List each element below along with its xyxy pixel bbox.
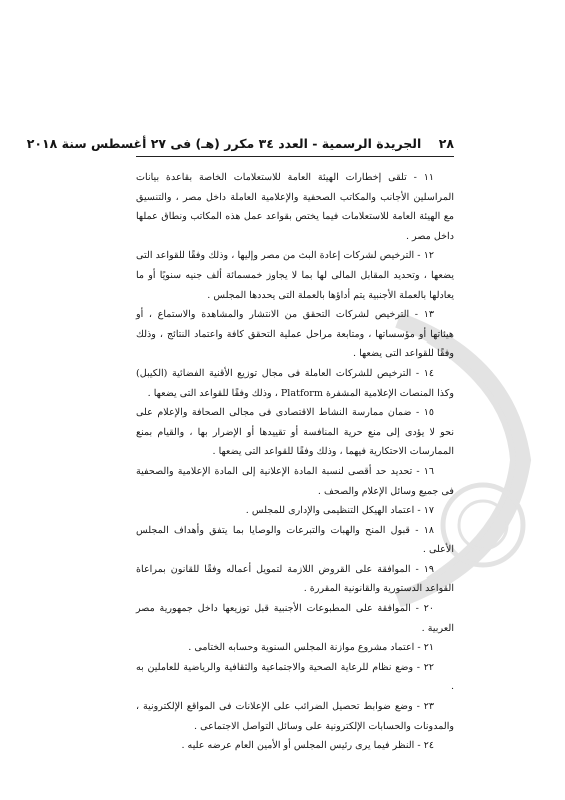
- clause-24: ٢٤ - النظر فيما يرى رئيس المجلس أو الأمين العام عرضه عليه .: [181, 740, 434, 752]
- clause-23: ٢٣ - وضع ضوابط تحصيل الضرائب على الإعلانات فى المواقع الإلكترونية ، والمدونات والحسابات الإلكترونية على وسائل التواصل الاجتماعى .: [136, 701, 454, 732]
- header-rule: [136, 156, 454, 157]
- running-title: الجريدة الرسمية - العدد ٣٤ مكرر (هـ) فى ٢٧ أغسطس سنة ٢٠١٨: [26, 136, 422, 151]
- clause-21: ٢١ - اعتماد مشروع موازنة المجلس السنوية وحسابه الختامى .: [188, 642, 434, 654]
- clause-20: ٢٠ - الموافقة على المطبوعات الأجنبية قبل توزيعها داخل جمهورية مصر العربية .: [136, 603, 454, 634]
- clause-12: ١٢ - الترخيص لشركات إعادة البث من مصر وإليها ، وذلك وفقًا للقواعد التى يضعها ، وتحديد المقابل المالى لها بما لا يجاوز خمسمائة ألف جنيه سنويًا أو ما يعادلها بالعملة الأجنبية يتم أداؤها بالعملة التى يحددها المجلس .: [136, 250, 454, 301]
- clause-14: ١٤ - الترخيص للشركات العاملة فى مجال توزيع الأقنية الفضائية (الكيبل) وكذا المنصات الإعلامية المشفرة Platform ، وذلك وفقًا للقواعد التى يضعها .: [136, 367, 454, 399]
- clause-11: ١١ - تلقى إخطارات الهيئة العامة للاستعلامات الخاصة بقاعدة بيانات المراسلين الأجانب والمكاتب الصحفية والإعلامية العاملة داخل مصر ، والتنسيق مع الهيئة العامة للاستعلامات فيما يختص بقواعد عمل هذه المكاتب ونطاق عملها داخل مصر .: [136, 172, 454, 242]
- clause-15: ١٥ - ضمان ممارسة النشاط الاقتصادى فى مجالى الصحافة والإعلام على نحو لا يؤدى إلى منع حرية المنافسة أو تقييدها أو الإضرار بها ، والقيام بمنع الممارسات الاحتكارية فيهما ، وذلك وفقًا للقواعد التى يضعها .: [136, 407, 454, 458]
- clause-16: ١٦ - تحديد حد أقصى لنسبة المادة الإعلانية إلى المادة الإعلامية والصحفية فى جميع وسائل الإعلام والصحف .: [136, 465, 454, 497]
- clause-19: ١٩ - الموافقة على القروض اللازمة لتمويل أعماله وفقًا للقانون بمراعاة القواعد الدستورية والقانونية المقررة .: [136, 563, 454, 595]
- body-text: [136, 168, 454, 756]
- clause-17: ١٧ - اعتماد الهيكل التنظيمى والإدارى للمجلس .: [245, 505, 434, 517]
- page-number: ٢٨: [438, 136, 454, 151]
- clause-18: ١٨ - قبول المنح والهبات والتبرعات والوصايا بما يتفق وأهداف المجلس الأعلى .: [136, 524, 454, 556]
- clause-13: ١٣ - الترخيص لشركات التحقق من الانتشار والمشاهدة والاستماع ، أو هيئاتها أو مؤسساتها ، ومتابعة مراحل عملية التحقق كافة واعتماد النتائج ، وذلك وفقًا للقواعد التى يضعها .: [136, 309, 454, 360]
- clause-22: ٢٢ - وضع نظام للرعاية الصحية والاجتماعية والثقافية والرياضية للعاملين به .: [136, 661, 454, 693]
- running-header: [26, 136, 454, 152]
